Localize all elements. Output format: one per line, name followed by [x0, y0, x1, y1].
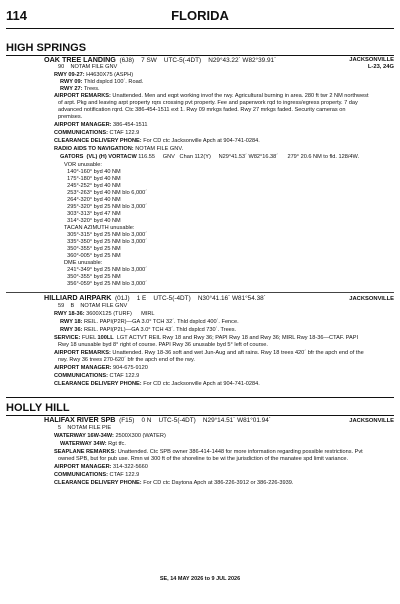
- airport-utc: UTC-5(-4DT): [153, 295, 191, 302]
- airport-distance: 7 SW: [141, 57, 157, 64]
- airport-name: HALIFAX RIVER SPB: [44, 415, 116, 424]
- airport-utc: UTC-5(-4DT): [158, 417, 196, 424]
- radio-aids: RADIO AIDS TO NAVIGATION: NOTAM FILE GNV.: [54, 146, 184, 152]
- waterway-end-line: WATERWAY 34W: Rgt tfc.: [60, 441, 126, 447]
- clearance-delivery: CLEARANCE DELIVERY PHONE: For CD ctc Jacksonville Apch at 904-741-0284.: [54, 138, 260, 144]
- airport-name: HILLIARD AIRPARK: [44, 293, 112, 302]
- clearance-delivery: CLEARANCE DELIVERY PHONE: For CD ctc Daytona Apch at 386-226-3912 or 386-226-3939.: [54, 480, 294, 486]
- chart-ref: JACKSONVILLE: [349, 296, 394, 302]
- airport-coords: N29°14.51´ W81°01.94´: [202, 417, 271, 424]
- airport-manager: AIRPORT MANAGER: 314-322-5660: [54, 464, 148, 470]
- airport-coords: N30°41.16´ W81°54.38´: [197, 295, 266, 302]
- vor-restriction-line: 303°-313° byd 47 NM: [64, 211, 121, 217]
- airport-remarks-cont: of arpt. Pkg and leaving arpt property rqrs crossing pvt property. Fee and paperwork rqd to ingress/egress property. 7 day: [58, 100, 358, 106]
- seaplane-remarks: SEAPLANE REMARKS: Unattended. Ctc SPB owner 386-414-1448 for more information regarding possible restrictions. Pvt: [54, 449, 363, 455]
- vor-restriction-line: 350°-355° byd 25 NM: [64, 246, 121, 252]
- vor-restriction-line: 350°-355° byd 25 NM: [64, 274, 121, 280]
- airport-name: OAK TREE LANDING: [44, 55, 116, 64]
- airport-manager: AIRPORT MANAGER: 386-454-1511: [54, 122, 148, 128]
- vor-restriction-line: VOR unusable:: [64, 162, 102, 168]
- city-heading-holly-hill: HOLLY HILL: [6, 402, 70, 414]
- airport-coords: N29°43.22´ W82°39.91´: [208, 57, 277, 64]
- runway-end-line: RWY 36: REIL. PAPI(P2L)—GA 3.0° TCH 43´. Thld dsplcd 730´. Trees.: [60, 327, 237, 333]
- airport-ident: (01J): [115, 295, 130, 302]
- runway-line: RWY 18-36: 3600X125 (TURF) MIRL: [54, 311, 155, 317]
- clearance-delivery: CLEARANCE DELIVERY PHONE: For CD ctc Jacksonville Apch at 904-741-0284.: [54, 381, 260, 387]
- page-header: [6, 6, 394, 29]
- runway-end-line: RWY 09: Thld dsplcd 100´. Road.: [60, 79, 144, 85]
- airport-manager: AIRPORT MANAGER: 904-675-9120: [54, 365, 148, 371]
- vor-restriction-line: 335°-350° byd 25 NM blo 3,000´: [64, 239, 148, 245]
- vortac-line: GATORS (VL) (H) VORTACW 116.55 GNV Chan 112(Y) N29°41.53´ W82°16.38´ 279° 20.6 NM to fld. 128/4W.: [60, 154, 360, 160]
- page-number: 114: [6, 8, 27, 23]
- airport-elev-notam: 5 NOTAM FILE PIE: [58, 425, 112, 431]
- airport-remarks-cont: advanced notification rqrd. Ctc 386-454-1511 ext 1. Rwy 09 mrkgs faded. Rwy 27 mrkgs faded. Security cameras on: [58, 107, 346, 113]
- vor-restriction-line: 264°-320° byd 40 NM: [64, 197, 121, 203]
- city-rule: [6, 397, 394, 398]
- vor-restriction-line: 241°-349° byd 25 NM blo 3,000´: [64, 267, 148, 273]
- service-line-cont: Rwy 18 unusable byd 8° right of course. PAPI Rwy 36 unusable byd 5° left of course.: [58, 342, 268, 348]
- communications: COMMUNICATIONS: CTAF 122.9: [54, 130, 140, 136]
- runway-end-line: RWY 27: Trees.: [60, 86, 100, 92]
- state-title: FLORIDA: [171, 8, 229, 23]
- airport-remarks-cont: rwy. Rwy 36 trees 270-620´ bfr the apch end of the rwy.: [58, 357, 195, 363]
- city-heading-high-springs: HIGH SPRINGS: [6, 42, 87, 54]
- vor-restriction-line: 356°-059° byd 25 NM blo 3,000´: [64, 281, 148, 287]
- vor-restriction-line: TACAN AZIMUTH unusable:: [64, 225, 135, 231]
- chart-ref: JACKSONVILLE: [349, 418, 394, 424]
- airport-ident: (F15): [119, 417, 135, 424]
- vor-restriction-line: 295°-320° byd 25 NM blo 3,000´: [64, 204, 148, 210]
- vor-restriction-line: 305°-315° byd 25 NM blo 3,000´: [64, 232, 148, 238]
- airport-elev-notam: 59 B NOTAM FILE GNV: [58, 303, 128, 309]
- airport-remarks: AIRPORT REMARKS: Unattended. Men and eqpt working invof the rwy. Agricultural burning in area. 280 ft twr 2 NM northwest: [54, 93, 369, 99]
- vor-restriction-line: 360°-005° byd 25 NM: [64, 253, 121, 259]
- vor-restriction-line: 140°-160° byd 40 NM: [64, 169, 121, 175]
- effective-dates-footer: SE, 14 MAY 2026 to 9 JUL 2026: [159, 576, 241, 582]
- communications: COMMUNICATIONS: CTAF 122.9: [54, 472, 140, 478]
- seaplane-remarks-cont: owned SPB, but for pub use. Rmn wi 300 ft of the shoreline to be wi the jurisdiction of the manatee spd limit variance.: [58, 456, 349, 462]
- chart-ref: JACKSONVILLE L-23, 24G: [349, 57, 394, 70]
- airport-utc: UTC-5(-4DT): [163, 57, 202, 64]
- airport-header: [44, 416, 394, 425]
- waterway-line: WATERWAY 16W-34W: 2500X300 (WATER): [54, 433, 166, 439]
- vor-restriction-line: 175°-180° byd 40 NM: [64, 176, 121, 182]
- airport-elev-notam: 90 NOTAM FILE GNV: [58, 64, 118, 70]
- airport-header: [44, 294, 394, 303]
- airport-remarks-cont: premises.: [58, 114, 83, 120]
- vor-restriction-line: DME unusable:: [64, 260, 103, 266]
- airport-ident: (6J8): [119, 57, 134, 64]
- runway-end-line: RWY 18: REIL. PAPI(P2R)—GA 3.0° TCH 32´. Thld dsplcd 400´. Fence.: [60, 319, 239, 325]
- airport-distance: 0 N: [141, 417, 152, 424]
- vor-restriction-line: 314°-320° byd 40 NM: [64, 218, 121, 224]
- communications: COMMUNICATIONS: CTAF 122.9: [54, 373, 140, 379]
- airport-distance: 1 E: [136, 295, 147, 302]
- runway-line: RWY 09-27: H4630X75 (ASPH): [54, 72, 134, 78]
- vor-restriction-line: 245°-252° byd 40 NM: [64, 183, 121, 189]
- vor-restriction-line: 253°-263° byd 40 NM blo 6,000´: [64, 190, 148, 196]
- airport-remarks: AIRPORT REMARKS: Unattended. Rwy 18-36 soft and wet Jun-Aug and aft rains. Rwy 18 trees 420´ bfr the apch end of the: [54, 350, 364, 356]
- service-line: SERVICE: FUEL 100LL LGT ACTVT REIL Rwy 18 and Rwy 36; PAPI Rwy 18 and Rwy 36; MIRL Rwy 18-36—CTAF. PAPI: [54, 335, 359, 341]
